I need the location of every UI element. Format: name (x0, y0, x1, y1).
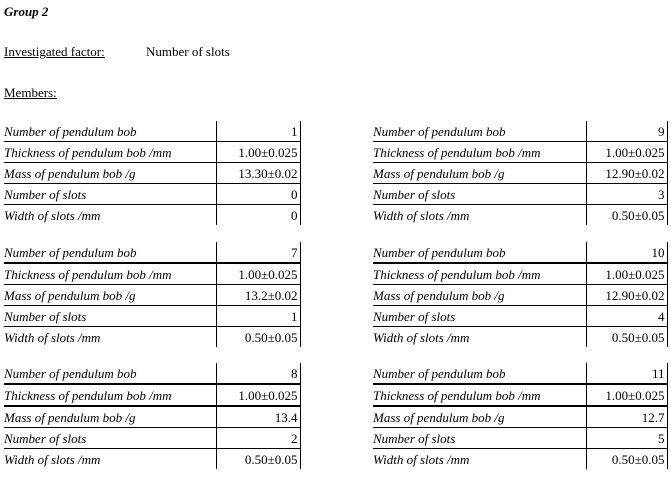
thickness-label: Thickness of pendulum bob /mm (373, 384, 586, 406)
row-thickness (373, 384, 667, 406)
row-thickness (4, 142, 300, 163)
slots-value: 2 (216, 428, 300, 449)
slots-label: Number of slots (373, 306, 586, 327)
row-slots (4, 306, 300, 327)
width-label: Width of slots /mm (373, 208, 470, 223)
slots-label: Number of slots (373, 428, 586, 449)
width-label: Width of slots /mm (373, 330, 470, 345)
thickness-label: Thickness of pendulum bob /mm (373, 263, 586, 285)
width-label: Width of slots /mm (373, 452, 470, 467)
member-table-1 (4, 121, 301, 225)
mass-label: Mass of pendulum bob /g (373, 163, 586, 184)
bob-number-label: Number of pendulum bob (4, 363, 216, 384)
bob-number-label: Number of pendulum bob (373, 242, 586, 263)
slots-value: 1 (216, 306, 300, 327)
width-value: 0.50±0.05 (216, 327, 300, 348)
members-label: Members: (4, 85, 57, 100)
member-table-4 (373, 242, 668, 347)
mass-value: 12.90±0.02 (586, 163, 667, 184)
row-mass (373, 163, 667, 184)
row-slots (373, 184, 667, 205)
row-slots (373, 306, 667, 327)
mass-value: 12.7 (586, 406, 667, 428)
member-table-6 (373, 363, 668, 469)
bob-number-value: 9 (586, 121, 667, 142)
mass-label: Mass of pendulum bob /g (373, 406, 586, 428)
slots-value: 3 (586, 184, 667, 205)
mass-value: 13.2±0.02 (216, 285, 300, 306)
width-label: Width of slots /mm (4, 208, 101, 223)
mass-value: 13.30±0.02 (216, 163, 300, 184)
mass-label: Mass of pendulum bob /g (4, 285, 216, 306)
slots-value: 4 (586, 306, 667, 327)
member-table-5 (4, 363, 301, 469)
mass-label: Mass of pendulum bob /g (373, 285, 586, 306)
row-slots (4, 428, 300, 449)
row-bob-number (373, 242, 667, 263)
row-bob-number (4, 363, 300, 384)
row-bob-number (373, 363, 667, 384)
row-width (4, 327, 300, 348)
width-label: Width of slots /mm (4, 452, 101, 467)
row-mass (4, 163, 300, 184)
mass-value: 12.90±0.02 (586, 285, 667, 306)
bob-number-value: 7 (216, 242, 300, 263)
thickness-value: 1.00±0.025 (586, 384, 667, 406)
row-thickness (4, 263, 300, 285)
row-thickness (4, 384, 300, 406)
row-mass (373, 406, 667, 428)
thickness-value: 1.00±0.025 (586, 263, 667, 285)
row-bob-number (4, 121, 300, 142)
slots-value: 0 (216, 184, 300, 205)
thickness-label: Thickness of pendulum bob /mm (4, 142, 216, 163)
row-mass (373, 285, 667, 306)
bob-number-label: Number of pendulum bob (373, 363, 586, 384)
bob-number-value: 1 (216, 121, 300, 142)
row-width (4, 205, 300, 226)
group-title: Group 2 (4, 4, 49, 19)
thickness-label: Thickness of pendulum bob /mm (4, 384, 216, 406)
thickness-value: 1.00±0.025 (586, 142, 667, 163)
width-value: 0.50±0.05 (586, 449, 667, 470)
row-bob-number (373, 121, 667, 142)
thickness-value: 1.00±0.025 (216, 263, 300, 285)
row-width (373, 449, 667, 470)
slots-label: Number of slots (373, 184, 586, 205)
bob-number-label: Number of pendulum bob (373, 121, 586, 142)
row-bob-number (4, 242, 300, 263)
row-mass (4, 285, 300, 306)
row-thickness (373, 142, 667, 163)
member-table-2 (373, 121, 668, 225)
member-table-3 (4, 242, 301, 347)
mass-label: Mass of pendulum bob /g (4, 406, 216, 428)
row-width (373, 205, 667, 226)
thickness-label: Thickness of pendulum bob /mm (373, 142, 586, 163)
row-width (373, 327, 667, 348)
width-value: 0.50±0.05 (586, 327, 667, 348)
bob-number-label: Number of pendulum bob (4, 242, 216, 263)
thickness-value: 1.00±0.025 (216, 142, 300, 163)
bob-number-label: Number of pendulum bob (4, 121, 216, 142)
width-value: 0.50±0.05 (586, 205, 667, 226)
row-mass (4, 406, 300, 428)
mass-label: Mass of pendulum bob /g (4, 163, 216, 184)
row-thickness (373, 263, 667, 285)
thickness-value: 1.00±0.025 (216, 384, 300, 406)
investigated-factor-label: Investigated factor: (4, 44, 105, 59)
row-slots (373, 428, 667, 449)
slots-label: Number of slots (4, 428, 216, 449)
bob-number-value: 10 (586, 242, 667, 263)
investigated-factor-value: Number of slots (146, 44, 230, 59)
slots-label: Number of slots (4, 184, 216, 205)
width-label: Width of slots /mm (4, 330, 101, 345)
width-value: 0.50±0.05 (216, 449, 300, 470)
bob-number-value: 8 (216, 363, 300, 384)
bob-number-value: 11 (586, 363, 667, 384)
slots-value: 5 (586, 428, 667, 449)
mass-value: 13.4 (216, 406, 300, 428)
row-width (4, 449, 300, 470)
width-value: 0 (216, 205, 300, 226)
row-slots (4, 184, 300, 205)
slots-label: Number of slots (4, 306, 216, 327)
thickness-label: Thickness of pendulum bob /mm (4, 263, 216, 285)
